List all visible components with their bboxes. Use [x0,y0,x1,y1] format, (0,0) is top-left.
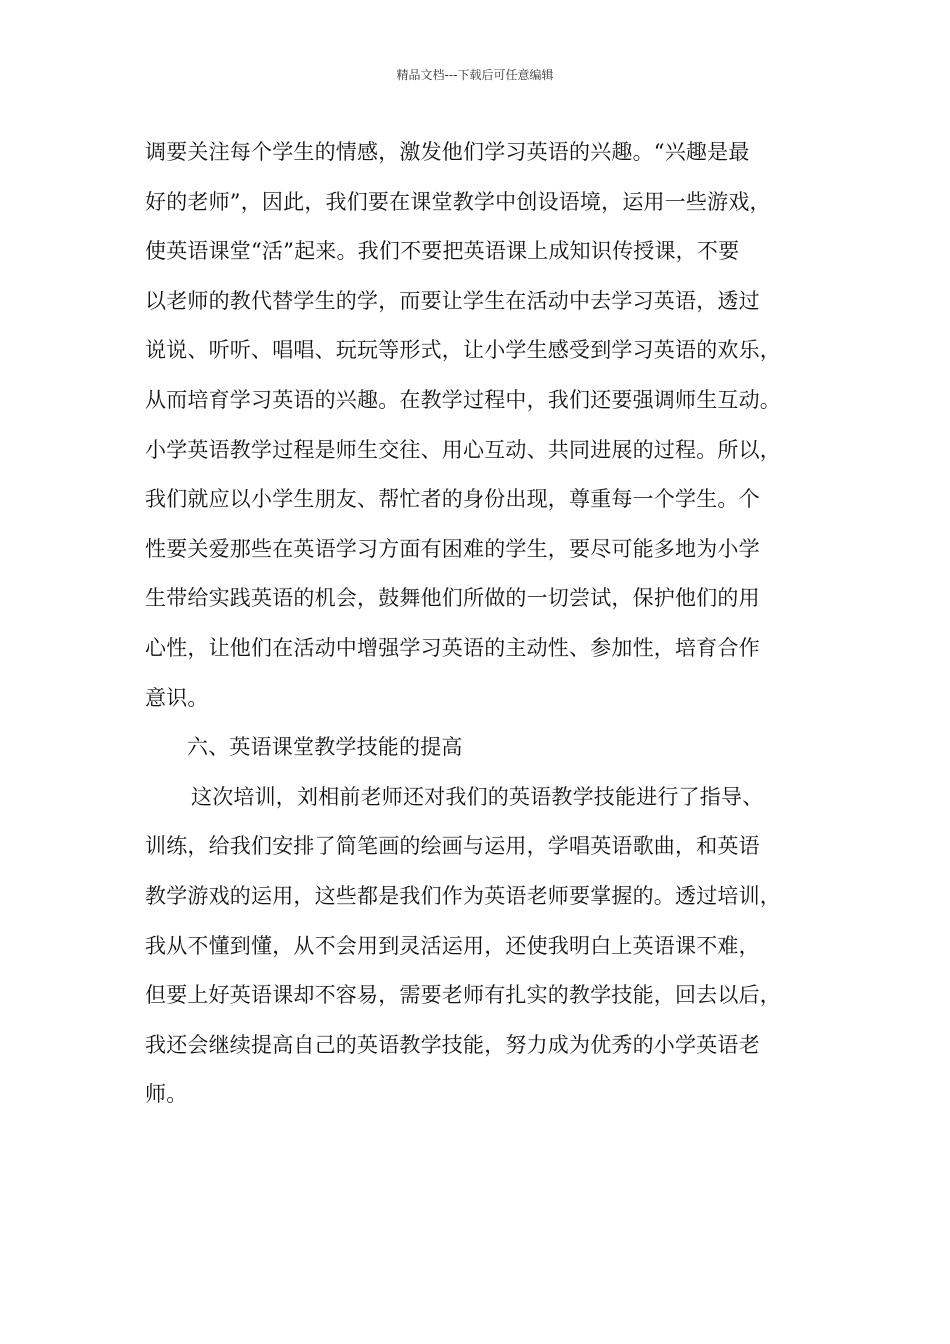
text-line: 说说、听听、唱唱、玩玩等形式，让小学生感受到学习英语的欢乐， [145,338,781,363]
text-line: 师。 [145,1082,188,1107]
text-line: 教学游戏的运用，这些都是我们作为英语老师要掌握的。透过培训， [145,883,781,908]
paragraph-first-line: 这次培训，刘相前老师还对我们的英语教学技能进行了指导、 [191,784,764,809]
text-line: 以老师的教代替学生的学，而要让学生在活动中去学习英语，透过 [145,288,760,313]
text-line: 性要关爱那些在英语学习方面有困难的学生，要尽可能多地为小学 [145,536,760,561]
document-body [145,132,825,1124]
text-line: 我还会继续提高自己的英语教学技能，努力成为优秀的小学英语老 [145,1032,760,1057]
text-line: 我们就应以小学生朋友、帮忙者的身份出现，尊重每一个学生。个 [145,487,760,512]
text-line: 小学英语教学过程是师生交往、用心互动、共同进展的过程。所以， [145,437,781,462]
text-line: 从而培育学习英语的兴趣。在教学过程中，我们还要强调师生互动。 [145,387,781,412]
text-line: 我从不懂到懂，从不会用到灵活运用，还使我明白上英语课不难， [145,933,760,958]
text-line: 生带给实践英语的机会，鼓舞他们所做的一切尝试，保护他们的用 [145,586,760,611]
text-line: 意识。 [145,685,209,710]
text-line: 调要关注每个学生的情感，激发他们学习英语的兴趣。“兴趣是最 [145,140,750,164]
text-line: 使英语课堂“活”起来。我们不要把英语课上成知识传授课，不要 [145,239,740,264]
text-line: 训练，给我们安排了简笔画的绘画与运用，学唱英语歌曲，和英语 [145,834,760,859]
text-line: 心性，让他们在活动中增强学习英语的主动性、参加性，培育合作 [145,635,760,660]
text-line: 但要上好英语课却不容易，需要老师有扎实的教学技能，回去以后， [145,983,781,1008]
text-line: 好的老师”，因此，我们要在课堂教学中创设语境，运用一些游戏， [145,189,771,214]
section-heading: 六、英语课堂教学技能的提高 [187,735,463,760]
page-header: 精品文档---下载后可任意编辑 [396,68,554,82]
